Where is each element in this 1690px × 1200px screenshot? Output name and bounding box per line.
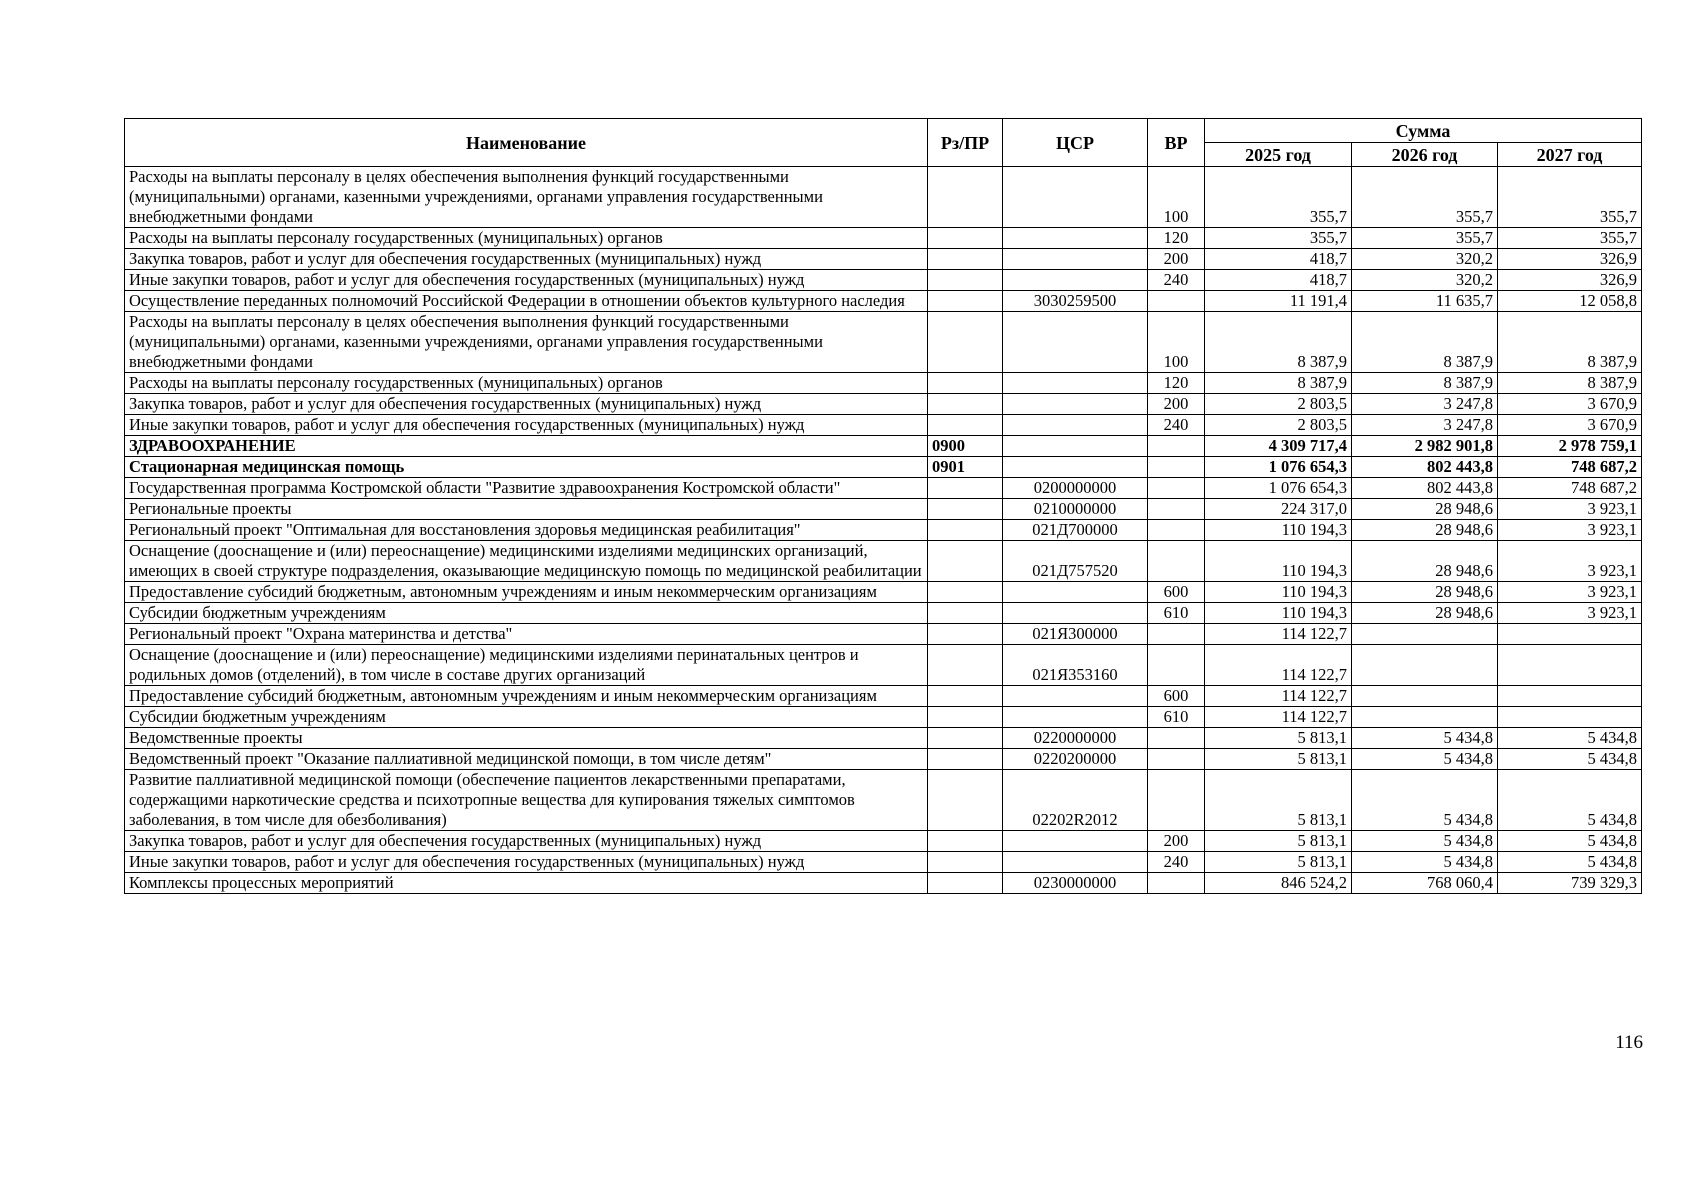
cell-2025: 114 122,7 <box>1205 645 1352 686</box>
cell-csr: 0220200000 <box>1003 749 1148 770</box>
cell-vr <box>1148 520 1205 541</box>
cell-2027: 739 329,3 <box>1498 873 1642 894</box>
cell-2027: 3 923,1 <box>1498 499 1642 520</box>
cell-2027 <box>1498 686 1642 707</box>
cell-vr <box>1148 645 1205 686</box>
cell-2026: 28 948,6 <box>1352 499 1498 520</box>
cell-2026: 320,2 <box>1352 270 1498 291</box>
cell-name: Осуществление переданных полномочий Российской Федерации в отношении объектов культурного наследия <box>125 291 928 312</box>
cell-rzpr <box>928 415 1003 436</box>
table-row <box>125 749 1642 770</box>
cell-2027 <box>1498 645 1642 686</box>
cell-vr: 100 <box>1148 167 1205 228</box>
cell-vr: 240 <box>1148 852 1205 873</box>
cell-csr <box>1003 603 1148 624</box>
cell-rzpr <box>928 707 1003 728</box>
cell-2027: 2 978 759,1 <box>1498 436 1642 457</box>
cell-name: Расходы на выплаты персоналу в целях обеспечения выполнения функций государственными (муниципальными) органами, казенными учреждениями, органами управления государственными внебюджетными фондами <box>125 312 928 373</box>
cell-rzpr <box>928 270 1003 291</box>
table-row <box>125 436 1642 457</box>
header-sum: Сумма <box>1205 119 1642 143</box>
cell-csr <box>1003 436 1148 457</box>
table-row <box>125 686 1642 707</box>
cell-2025: 1 076 654,3 <box>1205 457 1352 478</box>
cell-vr: 240 <box>1148 270 1205 291</box>
cell-name: Ведомственный проект "Оказание паллиативной медицинской помощи, в том числе детям" <box>125 749 928 770</box>
cell-2025: 110 194,3 <box>1205 582 1352 603</box>
header-2027: 2027 год <box>1498 143 1642 167</box>
header-csr: ЦСР <box>1003 119 1148 167</box>
cell-csr <box>1003 582 1148 603</box>
cell-2026: 320,2 <box>1352 249 1498 270</box>
cell-2027: 3 670,9 <box>1498 394 1642 415</box>
cell-csr: 021Д757520 <box>1003 541 1148 582</box>
cell-csr <box>1003 707 1148 728</box>
cell-2025: 2 803,5 <box>1205 415 1352 436</box>
cell-2026: 28 948,6 <box>1352 541 1498 582</box>
cell-rzpr: 0900 <box>928 436 1003 457</box>
cell-rzpr <box>928 167 1003 228</box>
cell-2027: 5 434,8 <box>1498 749 1642 770</box>
cell-vr <box>1148 499 1205 520</box>
cell-rzpr <box>928 873 1003 894</box>
cell-2026: 5 434,8 <box>1352 728 1498 749</box>
cell-csr <box>1003 228 1148 249</box>
cell-name: Оснащение (дооснащение и (или) переоснащение) медицинскими изделиями перинатальных центров и родильных домов (отделений), в том числе в составе других организаций <box>125 645 928 686</box>
table-row <box>125 270 1642 291</box>
cell-2025: 8 387,9 <box>1205 312 1352 373</box>
cell-rzpr <box>928 541 1003 582</box>
cell-2025: 1 076 654,3 <box>1205 478 1352 499</box>
table-row <box>125 415 1642 436</box>
cell-csr <box>1003 686 1148 707</box>
cell-2027: 8 387,9 <box>1498 373 1642 394</box>
cell-rzpr <box>928 770 1003 831</box>
cell-rzpr <box>928 603 1003 624</box>
cell-rzpr <box>928 645 1003 686</box>
table-body <box>125 167 1642 894</box>
table-row <box>125 645 1642 686</box>
table-row <box>125 707 1642 728</box>
cell-2026: 3 247,8 <box>1352 394 1498 415</box>
cell-rzpr <box>928 312 1003 373</box>
cell-2026: 5 434,8 <box>1352 749 1498 770</box>
cell-name: Расходы на выплаты персоналу государственных (муниципальных) органов <box>125 373 928 394</box>
cell-2025: 114 122,7 <box>1205 624 1352 645</box>
table-row <box>125 873 1642 894</box>
table-row <box>125 603 1642 624</box>
cell-2025: 110 194,3 <box>1205 603 1352 624</box>
cell-vr: 610 <box>1148 707 1205 728</box>
cell-vr <box>1148 436 1205 457</box>
cell-2025: 846 524,2 <box>1205 873 1352 894</box>
page-number: 116 <box>1615 1032 1643 1053</box>
cell-rzpr <box>928 394 1003 415</box>
table-row <box>125 582 1642 603</box>
cell-csr: 021Я300000 <box>1003 624 1148 645</box>
cell-csr: 0210000000 <box>1003 499 1148 520</box>
table-row <box>125 373 1642 394</box>
cell-2027: 748 687,2 <box>1498 457 1642 478</box>
cell-vr <box>1148 478 1205 499</box>
cell-vr: 100 <box>1148 312 1205 373</box>
cell-2026: 3 247,8 <box>1352 415 1498 436</box>
cell-csr <box>1003 270 1148 291</box>
cell-rzpr <box>928 728 1003 749</box>
cell-2026: 2 982 901,8 <box>1352 436 1498 457</box>
table-row <box>125 728 1642 749</box>
cell-2027: 3 923,1 <box>1498 520 1642 541</box>
cell-name: Закупка товаров, работ и услуг для обеспечения государственных (муниципальных) нужд <box>125 831 928 852</box>
cell-vr: 200 <box>1148 394 1205 415</box>
cell-name: Расходы на выплаты персоналу государственных (муниципальных) органов <box>125 228 928 249</box>
cell-vr: 600 <box>1148 686 1205 707</box>
table-row <box>125 228 1642 249</box>
cell-rzpr <box>928 582 1003 603</box>
cell-name: Предоставление субсидий бюджетным, автономным учреждениям и иным некоммерческим организациям <box>125 582 928 603</box>
table-row <box>125 520 1642 541</box>
cell-2027: 355,7 <box>1498 228 1642 249</box>
cell-vr <box>1148 291 1205 312</box>
cell-vr <box>1148 749 1205 770</box>
cell-2027: 748 687,2 <box>1498 478 1642 499</box>
cell-rzpr <box>928 291 1003 312</box>
cell-2026: 11 635,7 <box>1352 291 1498 312</box>
cell-2025: 5 813,1 <box>1205 728 1352 749</box>
cell-name: Региональные проекты <box>125 499 928 520</box>
cell-2027 <box>1498 707 1642 728</box>
cell-csr <box>1003 457 1148 478</box>
cell-name: Оснащение (дооснащение и (или) переоснащение) медицинскими изделиями медицинских организаций, имеющих в своей структуре подразделения, оказывающие медицинскую помощь по медицинской реабилитации <box>125 541 928 582</box>
cell-name: Государственная программа Костромской области "Развитие здравоохранения Костромской области" <box>125 478 928 499</box>
cell-name: Иные закупки товаров, работ и услуг для обеспечения государственных (муниципальных) нужд <box>125 852 928 873</box>
cell-name: Предоставление субсидий бюджетным, автономным учреждениям и иным некоммерческим организациям <box>125 686 928 707</box>
cell-name: Закупка товаров, работ и услуг для обеспечения государственных (муниципальных) нужд <box>125 249 928 270</box>
cell-csr <box>1003 312 1148 373</box>
table-row <box>125 167 1642 228</box>
cell-2025: 114 122,7 <box>1205 707 1352 728</box>
cell-rzpr <box>928 499 1003 520</box>
cell-2027: 12 058,8 <box>1498 291 1642 312</box>
cell-csr: 021Я353160 <box>1003 645 1148 686</box>
cell-2025: 5 813,1 <box>1205 831 1352 852</box>
cell-vr: 200 <box>1148 831 1205 852</box>
header-2025: 2025 год <box>1205 143 1352 167</box>
cell-2026: 8 387,9 <box>1352 373 1498 394</box>
cell-rzpr <box>928 749 1003 770</box>
cell-csr: 02202R2012 <box>1003 770 1148 831</box>
cell-2025: 224 317,0 <box>1205 499 1352 520</box>
cell-2025: 8 387,9 <box>1205 373 1352 394</box>
cell-2027: 3 923,1 <box>1498 541 1642 582</box>
cell-2026: 355,7 <box>1352 167 1498 228</box>
cell-2025: 11 191,4 <box>1205 291 1352 312</box>
cell-rzpr <box>928 624 1003 645</box>
cell-2025: 355,7 <box>1205 228 1352 249</box>
cell-name: Комплексы процессных мероприятий <box>125 873 928 894</box>
cell-2025: 5 813,1 <box>1205 749 1352 770</box>
cell-csr: 0230000000 <box>1003 873 1148 894</box>
cell-csr: 0200000000 <box>1003 478 1148 499</box>
cell-vr: 610 <box>1148 603 1205 624</box>
table-row <box>125 770 1642 831</box>
cell-name: Субсидии бюджетным учреждениям <box>125 603 928 624</box>
table-row <box>125 831 1642 852</box>
cell-name: Ведомственные проекты <box>125 728 928 749</box>
cell-rzpr: 0901 <box>928 457 1003 478</box>
cell-2026 <box>1352 707 1498 728</box>
cell-2027: 3 923,1 <box>1498 603 1642 624</box>
table-row <box>125 478 1642 499</box>
table-row <box>125 852 1642 873</box>
table-row <box>125 624 1642 645</box>
cell-name: Расходы на выплаты персоналу в целях обеспечения выполнения функций государственными (муниципальными) органами, казенными учреждениями, органами управления государственными внебюджетными фондами <box>125 167 928 228</box>
cell-vr: 120 <box>1148 228 1205 249</box>
cell-2027: 5 434,8 <box>1498 852 1642 873</box>
cell-vr <box>1148 873 1205 894</box>
cell-2027: 5 434,8 <box>1498 728 1642 749</box>
table-row <box>125 249 1642 270</box>
cell-name: Субсидии бюджетным учреждениям <box>125 707 928 728</box>
cell-rzpr <box>928 520 1003 541</box>
cell-2026 <box>1352 686 1498 707</box>
table-row <box>125 541 1642 582</box>
cell-csr <box>1003 249 1148 270</box>
cell-name: Развитие паллиативной медицинской помощи (обеспечение пациентов лекарственными препаратами, содержащими наркотические средства и психотропные вещества для купирования тяжелых симптомов заболевания, в том числе для обезболивания) <box>125 770 928 831</box>
cell-name: Закупка товаров, работ и услуг для обеспечения государственных (муниципальных) нужд <box>125 394 928 415</box>
cell-2026: 768 060,4 <box>1352 873 1498 894</box>
cell-vr <box>1148 624 1205 645</box>
cell-vr: 200 <box>1148 249 1205 270</box>
cell-name: Иные закупки товаров, работ и услуг для обеспечения государственных (муниципальных) нужд <box>125 415 928 436</box>
cell-vr <box>1148 728 1205 749</box>
cell-2027: 8 387,9 <box>1498 312 1642 373</box>
cell-2026: 5 434,8 <box>1352 852 1498 873</box>
cell-2025: 418,7 <box>1205 270 1352 291</box>
cell-vr: 600 <box>1148 582 1205 603</box>
table-row <box>125 394 1642 415</box>
cell-rzpr <box>928 831 1003 852</box>
cell-2026: 355,7 <box>1352 228 1498 249</box>
cell-2027: 3 670,9 <box>1498 415 1642 436</box>
cell-csr <box>1003 373 1148 394</box>
cell-2025: 5 813,1 <box>1205 852 1352 873</box>
cell-csr <box>1003 415 1148 436</box>
cell-2025: 4 309 717,4 <box>1205 436 1352 457</box>
table-row <box>125 499 1642 520</box>
cell-2027 <box>1498 624 1642 645</box>
cell-2025: 114 122,7 <box>1205 686 1352 707</box>
cell-name: Региональный проект "Охрана материнства и детства" <box>125 624 928 645</box>
cell-2025: 2 803,5 <box>1205 394 1352 415</box>
cell-2027: 3 923,1 <box>1498 582 1642 603</box>
cell-2026 <box>1352 645 1498 686</box>
cell-2027: 5 434,8 <box>1498 770 1642 831</box>
cell-2025: 418,7 <box>1205 249 1352 270</box>
cell-csr <box>1003 167 1148 228</box>
cell-rzpr <box>928 228 1003 249</box>
budget-table <box>124 118 1642 894</box>
cell-2026 <box>1352 624 1498 645</box>
cell-rzpr <box>928 478 1003 499</box>
cell-2027: 326,9 <box>1498 270 1642 291</box>
cell-2027: 5 434,8 <box>1498 831 1642 852</box>
header-rzpr: Рз/ПР <box>928 119 1003 167</box>
table-row <box>125 291 1642 312</box>
cell-rzpr <box>928 249 1003 270</box>
cell-name: Иные закупки товаров, работ и услуг для обеспечения государственных (муниципальных) нужд <box>125 270 928 291</box>
cell-2026: 28 948,6 <box>1352 520 1498 541</box>
cell-csr: 0220000000 <box>1003 728 1148 749</box>
cell-rzpr <box>928 686 1003 707</box>
cell-vr <box>1148 541 1205 582</box>
cell-2025: 110 194,3 <box>1205 541 1352 582</box>
cell-vr <box>1148 457 1205 478</box>
cell-csr <box>1003 831 1148 852</box>
cell-name: ЗДРАВООХРАНЕНИЕ <box>125 436 928 457</box>
cell-2026: 5 434,8 <box>1352 831 1498 852</box>
cell-2026: 802 443,8 <box>1352 457 1498 478</box>
cell-name: Региональный проект "Оптимальная для восстановления здоровья медицинская реабилитация" <box>125 520 928 541</box>
cell-name: Стационарная медицинская помощь <box>125 457 928 478</box>
cell-rzpr <box>928 373 1003 394</box>
cell-2026: 802 443,8 <box>1352 478 1498 499</box>
table-row <box>125 457 1642 478</box>
cell-2026: 8 387,9 <box>1352 312 1498 373</box>
cell-2025: 355,7 <box>1205 167 1352 228</box>
cell-vr <box>1148 770 1205 831</box>
cell-2026: 28 948,6 <box>1352 603 1498 624</box>
cell-vr: 120 <box>1148 373 1205 394</box>
header-name: Наименование <box>125 119 928 167</box>
cell-2025: 5 813,1 <box>1205 770 1352 831</box>
cell-rzpr <box>928 852 1003 873</box>
cell-csr <box>1003 394 1148 415</box>
cell-csr: 021Д700000 <box>1003 520 1148 541</box>
cell-2026: 5 434,8 <box>1352 770 1498 831</box>
cell-csr <box>1003 852 1148 873</box>
cell-2027: 355,7 <box>1498 167 1642 228</box>
cell-2026: 28 948,6 <box>1352 582 1498 603</box>
table-header <box>125 119 1642 167</box>
cell-csr: 3030259500 <box>1003 291 1148 312</box>
header-2026: 2026 год <box>1352 143 1498 167</box>
cell-2027: 326,9 <box>1498 249 1642 270</box>
table-row <box>125 312 1642 373</box>
cell-vr: 240 <box>1148 415 1205 436</box>
header-vr: ВР <box>1148 119 1205 167</box>
cell-2025: 110 194,3 <box>1205 520 1352 541</box>
